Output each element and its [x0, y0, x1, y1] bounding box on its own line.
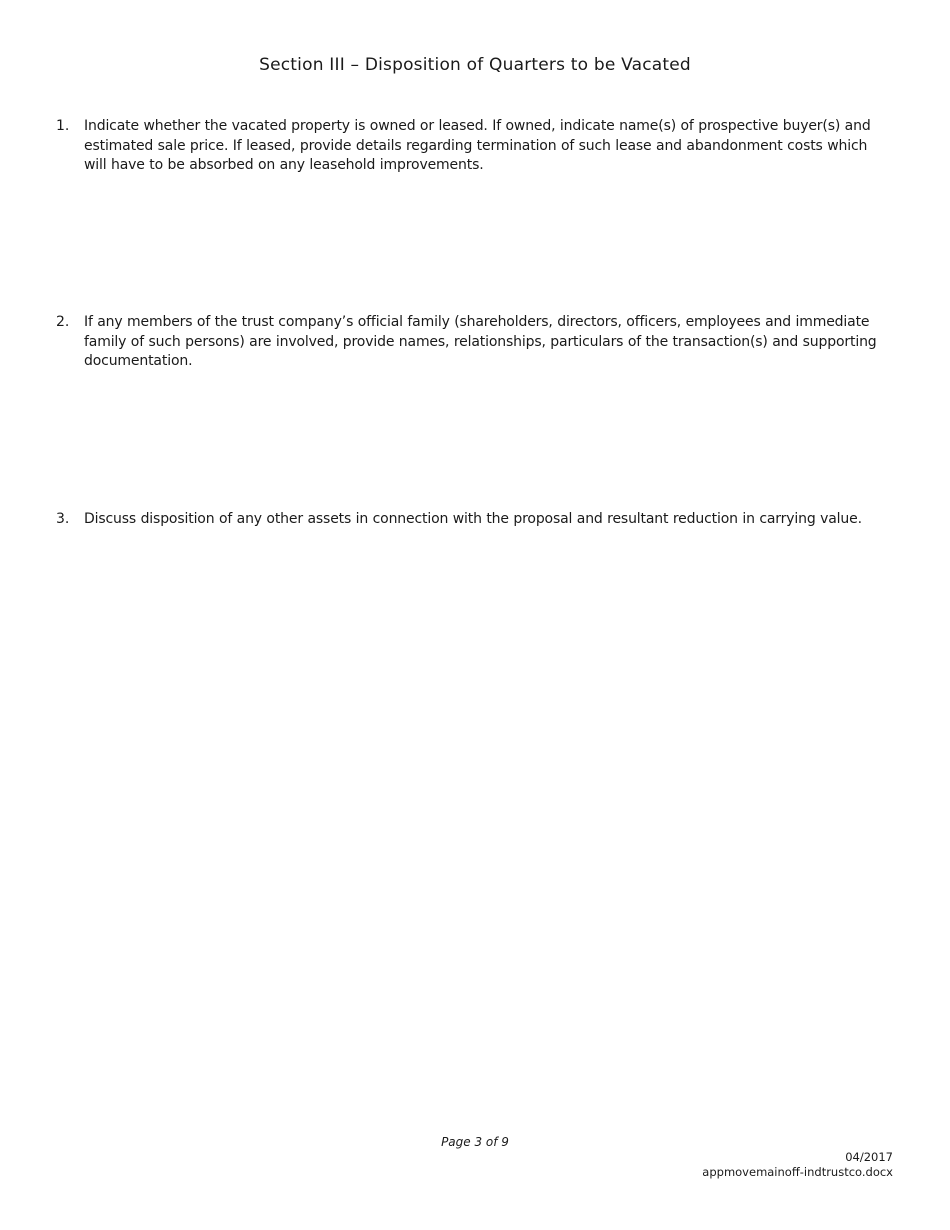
footer-meta	[702, 1150, 893, 1180]
document-filename: appmovemainoff-indtrustco.docx	[702, 1165, 893, 1179]
revision-date: 04/2017	[845, 1150, 893, 1164]
question-2	[56, 313, 886, 372]
question-text: Discuss disposition of any other assets in connection with the proposal and resultant reduction in carrying value.	[84, 511, 862, 527]
question-1	[56, 117, 886, 176]
question-number: 3.	[56, 511, 70, 527]
question-3	[56, 510, 886, 530]
question-text: If any members of the trust company’s official family (shareholders, directors, officers, employees and immediate family of such persons) are involved, provide names, relationships, particulars of the transaction(s) and supporting documentation.	[84, 314, 877, 369]
page-number: Page 3 of 9	[441, 1135, 509, 1149]
question-number: 1.	[56, 118, 70, 134]
section-title: Section III – Disposition of Quarters to be Vacated	[259, 55, 691, 75]
question-text: Indicate whether the vacated property is owned or leased. If owned, indicate name(s) of prospective buyer(s) and estimated sale price. If leased, provide details regarding termination of such lease and abandonment costs which will have to be absorbed on any leasehold improvements.	[84, 118, 871, 173]
question-number: 2.	[56, 314, 70, 330]
